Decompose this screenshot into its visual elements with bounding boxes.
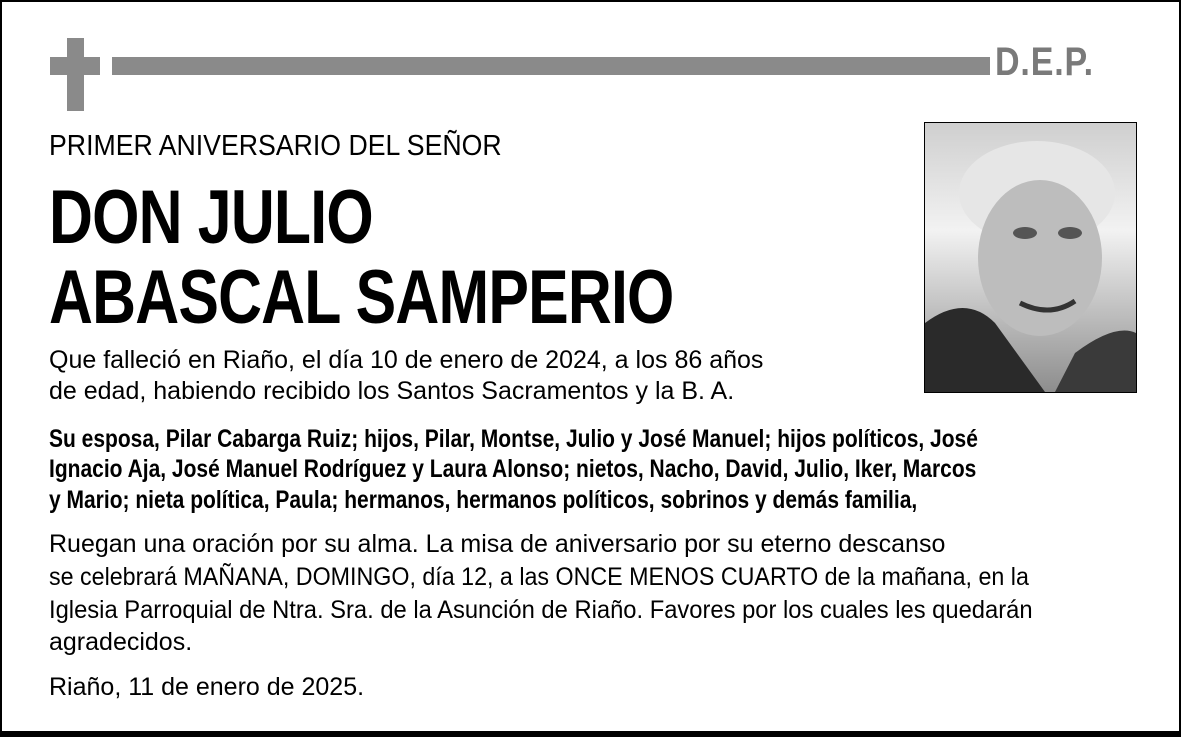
family-text-line: Su esposa, Pilar Cabarga Ruiz; hijos, Pilar, Montse, Julio y José Manuel; hijos políticos, José (49, 425, 978, 453)
signoff: Riaño, 11 de enero de 2025. (49, 673, 365, 701)
cross-icon-bar (50, 57, 100, 75)
header-rule (112, 57, 990, 75)
deceased-photo (924, 122, 1137, 393)
death-text-line: de edad, habiendo recibido los Santos Sacramentos y la B. A. (49, 377, 735, 405)
family-text-line: y Mario; nieta política, Paula; hermanos, hermanos políticos, sobrinos y demás familia, (49, 486, 918, 514)
mass-text-line: se celebrará MAÑANA, DOMINGO, día 12, a las ONCE MENOS CUARTO de la mañana, en la (49, 563, 1029, 591)
kicker: PRIMER ANIVERSARIO DEL SEÑOR (49, 130, 502, 162)
mass-text-line: Ruegan una oración por su alma. La misa de aniversario por su eterno descanso (49, 530, 946, 558)
dep-mark: D.E.P. (995, 40, 1094, 84)
deceased-name-line-1: DON JULIO (49, 175, 373, 260)
mass-text-line: agradecidos. (49, 628, 193, 656)
death-text-line: Que falleció en Riaño, el día 10 de enero de 2024, a los 86 años (49, 346, 764, 374)
family-text-line: Ignacio Aja, José Manuel Rodríguez y Laura Alonso; nietos, Nacho, David, Julio, Iker, Marcos (49, 455, 977, 483)
mass-text-line: Iglesia Parroquial de Ntra. Sra. de la Asunción de Riaño. Favores por los cuales les quedarán (49, 596, 1033, 624)
portrait-image (925, 123, 1136, 392)
deceased-name-line-2: ABASCAL SAMPERIO (49, 255, 674, 340)
